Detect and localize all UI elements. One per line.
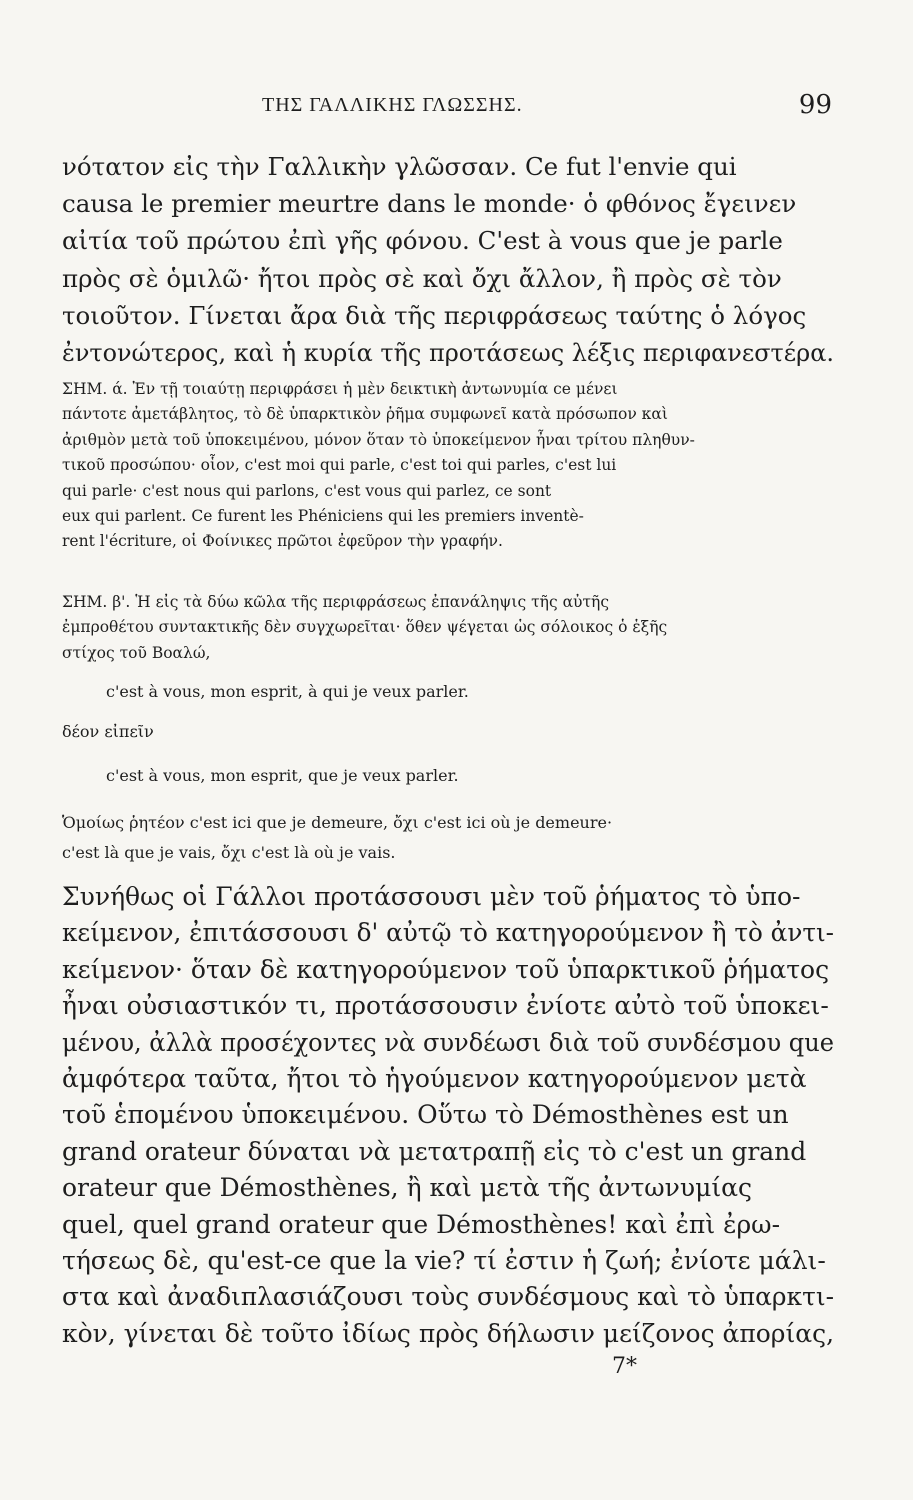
text-line: quel, quel grand orateur que Démosthènes! καὶ ἐπὶ ἐρω- (62, 1209, 781, 1239)
signature-mark: 7* (612, 1354, 637, 1379)
paragraph-2 (62, 879, 834, 1352)
text-line: κείμενον· ὅταν δὲ κατηγορούμενον τοῦ ὑπαρκτικοῦ ῥήματος (62, 954, 830, 984)
note-1 (62, 377, 834, 555)
text-line: causa le premier meurtre dans le monde· ὁ φθόνος ἔγεινεν (62, 189, 797, 219)
text-line: κείμενον, ἐπιτάσσουσι δ' αὐτῷ τὸ κατηγορούμενον ἢ τὸ ἀντι- (62, 918, 834, 948)
page-number: 99 (798, 90, 832, 120)
note-line: στίχος τοῦ Βοαλώ, (62, 643, 211, 662)
text-line: grand orateur δύναται νὰ μετατραπῇ εἰς τὸ c'est un grand (62, 1136, 807, 1166)
note-line: πάντοτε ἀμετάβλητος, τὸ δὲ ὑπαρκτικὸν ῥῆμα συμφωνεῖ κατὰ πρόσωπον καὶ (62, 405, 668, 424)
verse-quote-correct: c'est à vous, mon esprit, que je veux parler. (106, 766, 459, 785)
text-line: αἰτία τοῦ πρώτου ἐπὶ γῆς φόνου. C'est à vous que je parle (62, 226, 783, 256)
text-line: στα καὶ ἀναδιπλασιάζουσι τοὺς συνδέσμους καὶ τὸ ὑπαρκτι- (62, 1282, 834, 1312)
note-line: ἀριθμὸν μετὰ τοῦ ὑποκειμένου, μόνον ὅταν τὸ ὑποκείμενον ἦναι τρίτου πληθυν- (62, 430, 695, 449)
note-line: c'est là que je vais, ὄχι c'est là où je vais. (62, 843, 396, 862)
text-line: κὸν, γίνεται δὲ τοῦτο ἰδίως πρὸς δήλωσιν μείζονος ἀπορίας, (62, 1318, 834, 1348)
text-line: μένου, ἀλλὰ προσέχοντες νὰ συνδέωσι διὰ τοῦ συνδέσμου que (62, 1027, 834, 1057)
running-title: ΤΗΣ ΓΑΛΛΙΚΗΣ ΓΛΩΣΣΗΣ. (262, 94, 523, 116)
quote-intro: δέον εἰπεῖν (62, 722, 154, 741)
note-line: ἐμπροθέτου συντακτικῆς δὲν συγχωρεῖται· ὅθεν ψέγεται ὡς σόλοικος ὁ ἑξῆς (62, 618, 668, 637)
note-line: qui parle· c'est nous qui parlons, c'est vous qui parlez, ce sont (62, 481, 552, 500)
note-3 (62, 808, 834, 868)
note-2 (62, 590, 834, 666)
note-line: ΣΗΜ. β'. Ἡ εἰς τὰ δύω κῶλα τῆς περιφράσεως ἐπανάληψις τῆς αὐτῆς (62, 593, 610, 611)
page-header (62, 90, 832, 130)
note-line: eux qui parlent. Ce furent les Phéniciens qui les premiers inventè- (62, 507, 584, 526)
text-line: νότατον εἰς τὴν Γαλλικὴν γλῶσσαν. Ce fut l'envie qui (62, 152, 737, 181)
text-line: Συνήθως οἱ Γάλλοι προτάσσουσι μὲν τοῦ ῥήματος τὸ ὑπο- (62, 882, 801, 911)
note-line: rent l'écriture, οἱ Φοίνικες πρῶτοι ἐφεῦρον τὴν γραφήν. (62, 532, 503, 551)
text-line: πρὸς σὲ ὁμιλῶ· ἤτοι πρὸς σὲ καὶ ὄχι ἄλλον, ἢ πρὸς σὲ τὸν (62, 263, 782, 293)
verse-quote-incorrect: c'est à vous, mon esprit, à qui je veux parler. (106, 682, 469, 701)
note-line: τικοῦ προσώπου· οἷον, c'est moi qui parle, c'est toi qui parles, c'est lui (62, 456, 617, 475)
text-line: orateur que Démosthènes, ἢ καὶ μετὰ τῆς ἀντωνυμίας (62, 1173, 753, 1203)
note-line: Ὁμοίως ῥητέον c'est ici que je demeure, ὄχι c'est ici où je demeure· (62, 813, 613, 832)
note-line: ΣΗΜ. ά. Ἐν τῇ τοιαύτῃ περιφράσει ἡ μὲν δεικτικὴ ἀντωνυμία ce μένει (62, 380, 618, 398)
text-line: τοῦ ἑπομένου ὑποκειμένου. Οὕτω τὸ Démosthènes est un (62, 1100, 789, 1130)
text-line: ἦναι οὐσιαστικόν τι, προτάσσουσιν ἐνίοτε αὐτὸ τοῦ ὑποκει- (62, 991, 829, 1021)
text-line: τοιοῦτον. Γίνεται ἄρα διὰ τῆς περιφράσεως ταύτης ὁ λόγος (62, 300, 807, 330)
text-line: ἀμφότερα ταῦτα, ἤτοι τὸ ἡγούμενον κατηγορούμενον μετὰ (62, 1064, 807, 1094)
paragraph-1 (62, 148, 834, 371)
text-line: τήσεως δὲ, qu'est-ce que la vie? τί ἐστιν ἡ ζωή; ἐνίοτε μάλι- (62, 1246, 826, 1276)
text-line: ἐντονώτερος, καὶ ἡ κυρία τῆς προτάσεως λέξις περιφανεστέρα. (62, 338, 834, 368)
